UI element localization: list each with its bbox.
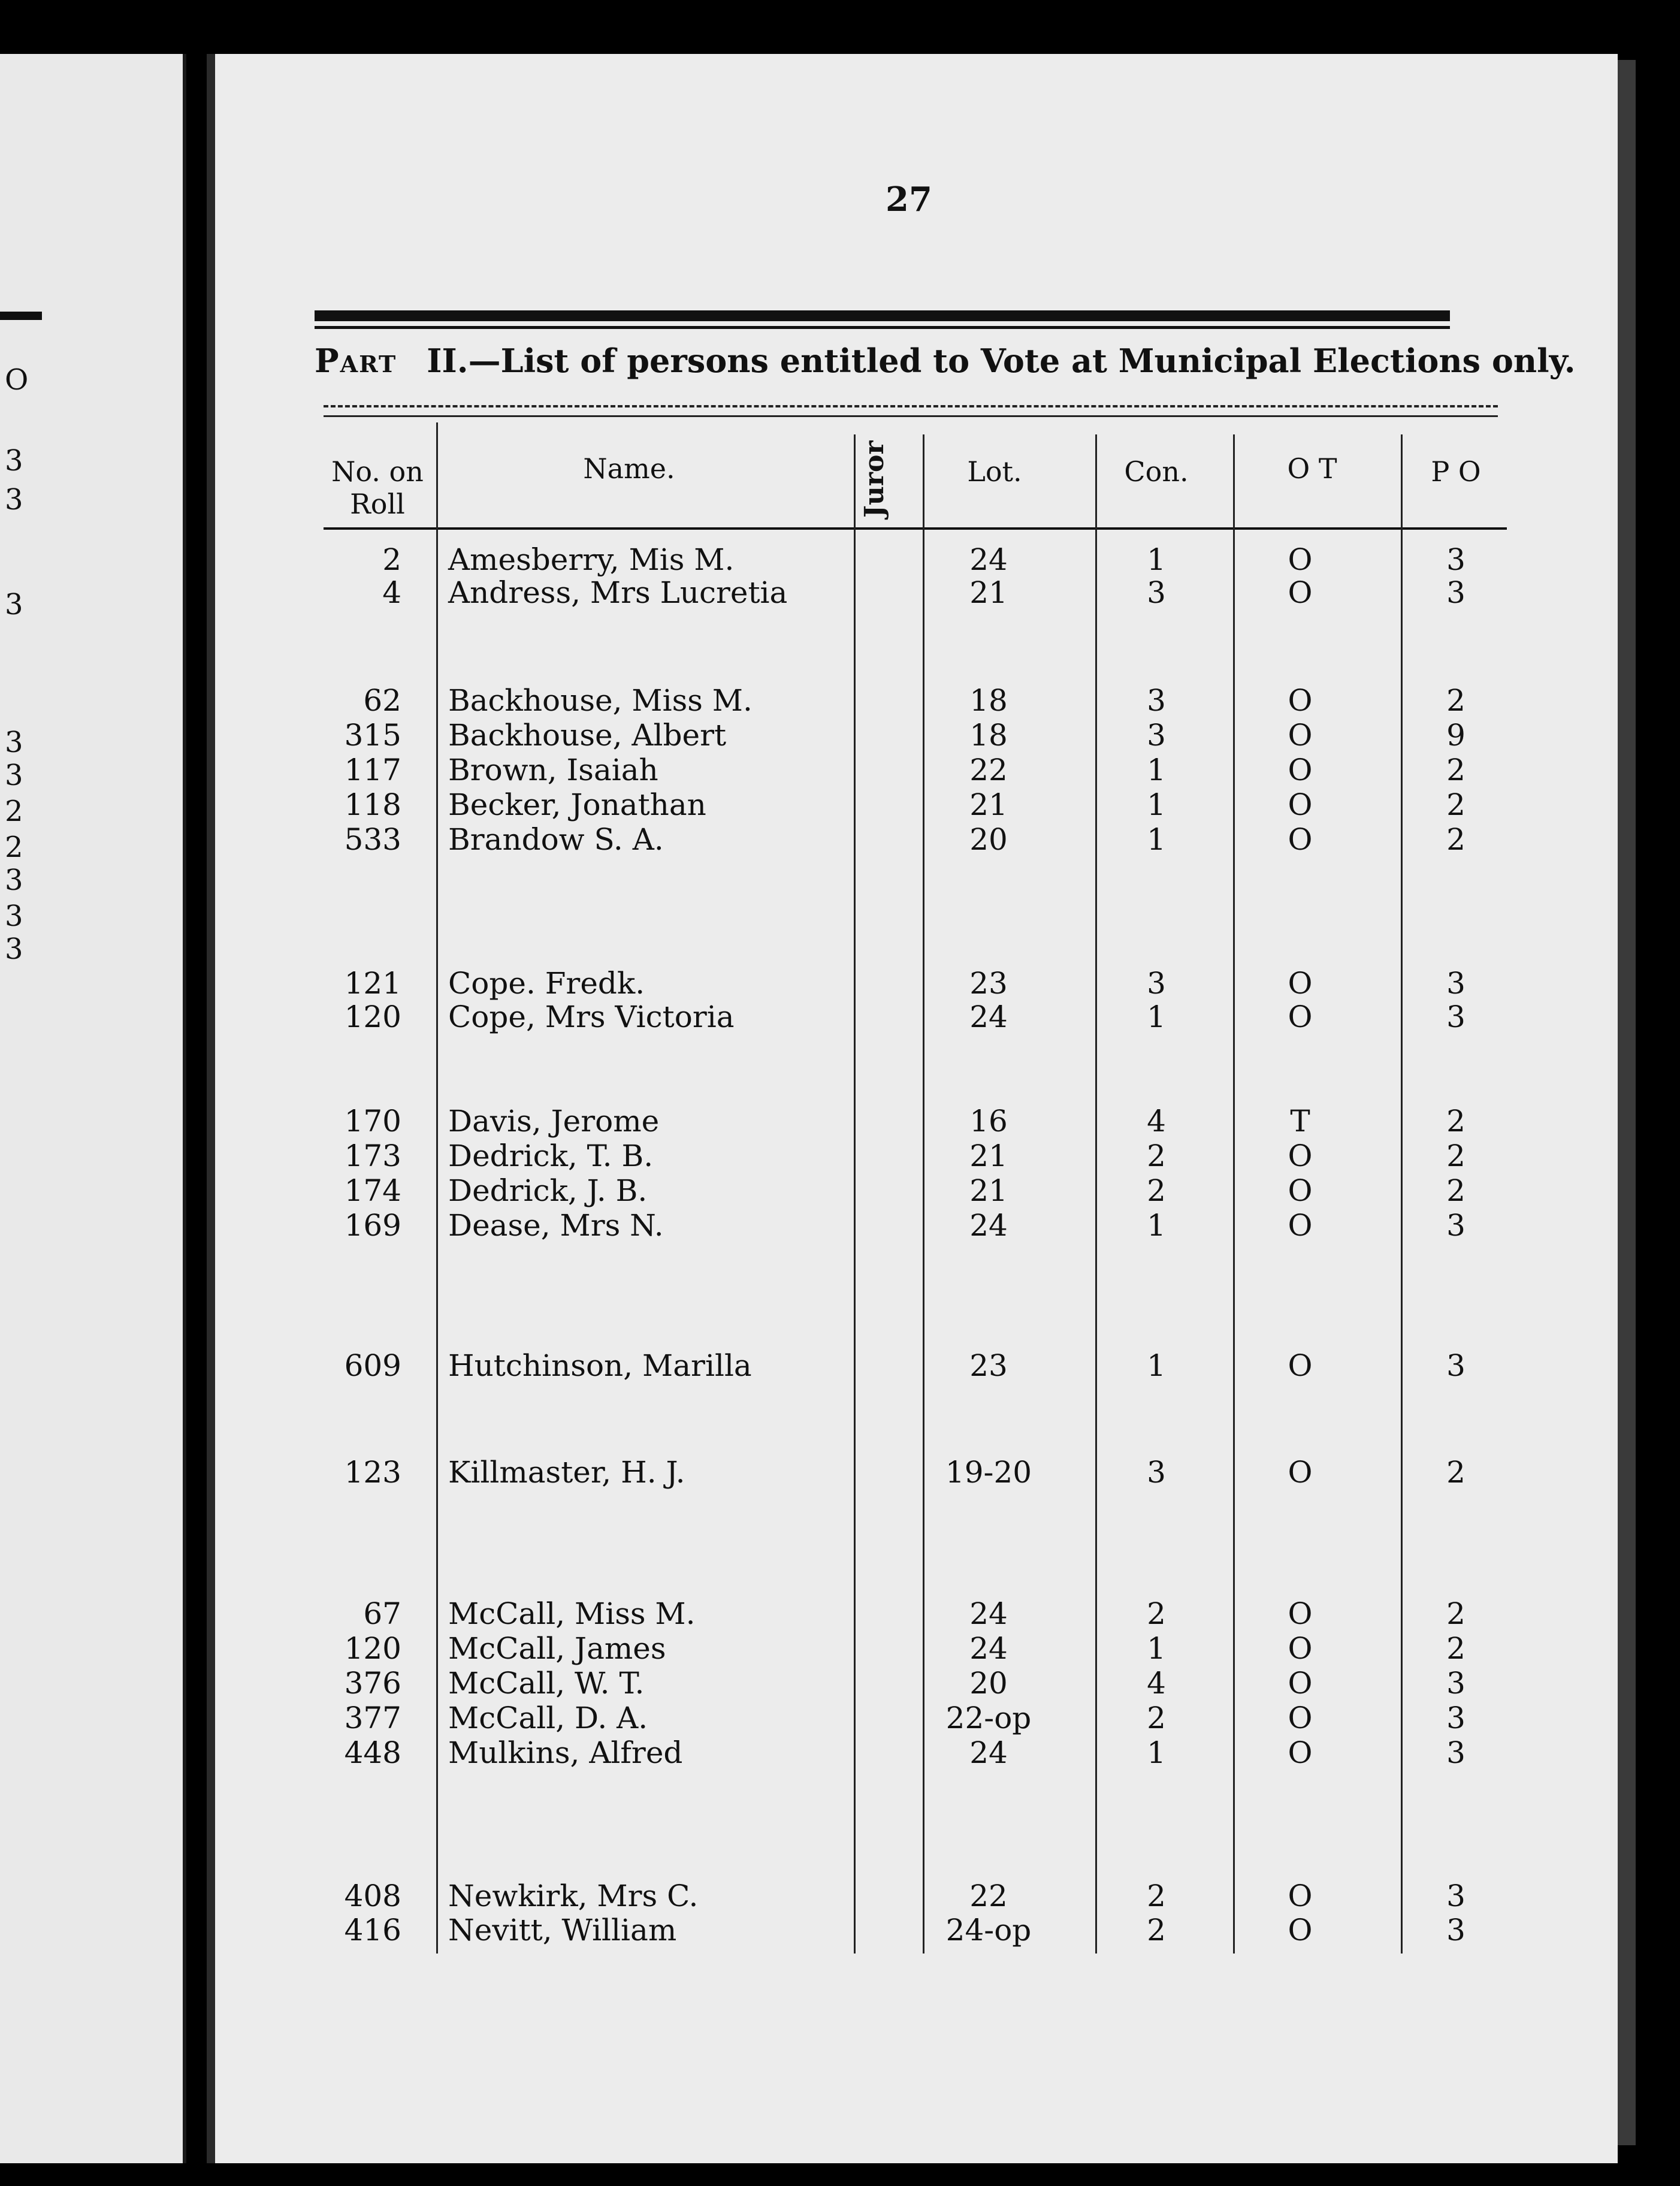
ot-value: O — [1288, 1631, 1313, 1666]
ot-value: O — [1288, 822, 1313, 857]
roll-number: 408 — [344, 1879, 401, 1913]
ot-value: O — [1288, 575, 1313, 610]
column-header-con: Con. — [1124, 455, 1189, 488]
ot-value: O — [1288, 683, 1313, 718]
lot-number: 20 — [969, 822, 1008, 857]
heading-rule-dashed — [324, 405, 1498, 407]
roll-number: 169 — [344, 1208, 401, 1243]
roll-number: 170 — [344, 1104, 401, 1139]
concession-number: 4 — [1147, 1104, 1166, 1139]
previous-page-rule — [0, 312, 42, 320]
column-header-roll — [321, 455, 434, 520]
ot-value: O — [1288, 1455, 1313, 1490]
po-value: 3 — [1446, 1208, 1466, 1243]
column-header-roll-line1: No. on — [331, 455, 424, 488]
lot-number: 24 — [969, 542, 1008, 577]
roll-number: 609 — [344, 1348, 401, 1383]
roll-number: 121 — [344, 966, 401, 1001]
voter-name: Dease, Mrs N. — [448, 1208, 664, 1243]
lot-number: 24 — [969, 1208, 1008, 1243]
concession-number: 3 — [1147, 683, 1166, 718]
ot-value: O — [1288, 1173, 1313, 1208]
roll-number: 2 — [382, 542, 401, 577]
voter-name: Newkirk, Mrs C. — [448, 1879, 699, 1913]
lot-number: 22-op — [945, 1701, 1032, 1735]
voter-name: Backhouse, Miss M. — [448, 683, 753, 718]
roll-number: 62 — [363, 683, 401, 718]
po-value: 3 — [1446, 966, 1466, 1001]
ot-value: O — [1288, 1208, 1313, 1243]
column-divider-roll — [436, 422, 438, 1953]
roll-number: 376 — [344, 1666, 401, 1701]
ot-value: O — [1288, 1701, 1313, 1735]
po-value: 2 — [1446, 753, 1466, 787]
concession-number: 1 — [1147, 1631, 1166, 1666]
lot-number: 23 — [969, 966, 1008, 1001]
po-value: 2 — [1446, 683, 1466, 718]
ot-value: O — [1288, 1596, 1313, 1631]
lot-number: 21 — [969, 575, 1008, 610]
ot-value: O — [1288, 1879, 1313, 1913]
voter-name: Dedrick, T. B. — [448, 1139, 654, 1173]
concession-number: 4 — [1147, 1666, 1166, 1701]
voter-name: Davis, Jerome — [448, 1104, 660, 1139]
po-value: 2 — [1446, 1173, 1466, 1208]
po-value: 3 — [1446, 1879, 1466, 1913]
column-divider-juror — [923, 434, 924, 1953]
concession-number: 1 — [1147, 1000, 1166, 1034]
lot-number: 16 — [969, 1104, 1008, 1139]
lot-number: 19-20 — [945, 1455, 1032, 1490]
previous-page-fragment: 3 — [5, 759, 23, 792]
lot-number: 24 — [969, 1735, 1008, 1770]
column-header-po: P O — [1431, 455, 1481, 488]
lot-number: 24 — [969, 1000, 1008, 1034]
ot-value: O — [1288, 542, 1313, 577]
column-divider-name — [854, 434, 856, 1953]
lot-number: 22 — [969, 1879, 1008, 1913]
ot-value: O — [1288, 718, 1313, 753]
column-header-lot: Lot. — [967, 455, 1022, 488]
voter-name: McCall, James — [448, 1631, 666, 1666]
lot-number: 21 — [969, 787, 1008, 822]
voter-name: Cope. Fredk. — [448, 966, 645, 1001]
ot-value: O — [1288, 787, 1313, 822]
column-header-roll-line2: Roll — [350, 488, 405, 520]
ot-value: O — [1288, 1913, 1313, 1948]
ot-value: O — [1288, 1139, 1313, 1173]
roll-number: 174 — [344, 1173, 401, 1208]
column-header-juror: Juror — [859, 440, 890, 518]
voter-name: Cope, Mrs Victoria — [448, 1000, 735, 1034]
previous-page-sliver — [0, 54, 186, 2163]
previous-page-fragment: 3 — [5, 863, 23, 897]
lot-number: 18 — [969, 718, 1008, 753]
concession-number: 1 — [1147, 787, 1166, 822]
concession-number: 2 — [1147, 1173, 1166, 1208]
header-rule — [324, 527, 1507, 530]
concession-number: 3 — [1147, 718, 1166, 753]
po-value: 3 — [1446, 1348, 1466, 1383]
voter-name: Backhouse, Albert — [448, 718, 727, 753]
previous-page-fragment: O — [5, 363, 29, 397]
lot-number: 21 — [969, 1139, 1008, 1173]
top-rule-thin — [315, 326, 1450, 329]
roll-number: 120 — [344, 1000, 401, 1034]
roll-number: 173 — [344, 1139, 401, 1173]
roll-number: 416 — [344, 1913, 401, 1948]
previous-page-fragment: 3 — [5, 899, 23, 933]
voter-name: Brown, Isaiah — [448, 753, 658, 787]
concession-number: 1 — [1147, 542, 1166, 577]
ot-value: O — [1288, 753, 1313, 787]
concession-number: 2 — [1147, 1913, 1166, 1948]
lot-number: 24 — [969, 1596, 1008, 1631]
voter-name: Nevitt, William — [448, 1913, 677, 1948]
concession-number: 1 — [1147, 822, 1166, 857]
roll-number: 448 — [344, 1735, 401, 1770]
roll-number: 117 — [344, 753, 401, 787]
voter-name: Andress, Mrs Lucretia — [448, 575, 788, 610]
previous-page-fragment: 3 — [5, 588, 23, 621]
concession-number: 3 — [1147, 966, 1166, 1001]
page-number: 27 — [886, 180, 932, 219]
page-edge — [1618, 60, 1636, 2145]
voter-name: McCall, W. T. — [448, 1666, 645, 1701]
po-value: 9 — [1446, 718, 1466, 753]
concession-number: 3 — [1147, 575, 1166, 610]
top-rule-thick — [315, 310, 1450, 321]
ot-value: O — [1288, 1666, 1313, 1701]
concession-number: 2 — [1147, 1701, 1166, 1735]
po-value: 2 — [1446, 1596, 1466, 1631]
roll-number: 377 — [344, 1701, 401, 1735]
previous-page-fragment: 2 — [5, 795, 23, 828]
column-header-name: Name. — [583, 452, 675, 485]
lot-number: 23 — [969, 1348, 1008, 1383]
po-value: 2 — [1446, 822, 1466, 857]
ot-value: O — [1288, 1000, 1313, 1034]
lot-number: 18 — [969, 683, 1008, 718]
ot-value: O — [1288, 1348, 1313, 1383]
roll-number: 533 — [344, 822, 401, 857]
heading-rule — [324, 415, 1498, 417]
voter-name: Mulkins, Alfred — [448, 1735, 683, 1770]
voter-name: McCall, Miss M. — [448, 1596, 696, 1631]
column-header-ot: O T — [1287, 452, 1337, 485]
ot-value: O — [1288, 966, 1313, 1001]
lot-number: 24-op — [945, 1913, 1032, 1948]
voter-name: Dedrick, J. B. — [448, 1173, 648, 1208]
po-value: 3 — [1446, 1735, 1466, 1770]
roll-number: 315 — [344, 718, 401, 753]
voter-name: Amesberry, Mis M. — [448, 542, 735, 577]
concession-number: 1 — [1147, 1735, 1166, 1770]
po-value: 2 — [1446, 1455, 1466, 1490]
po-value: 3 — [1446, 1701, 1466, 1735]
part-heading — [315, 342, 1576, 380]
po-value: 2 — [1446, 1139, 1466, 1173]
po-value: 3 — [1446, 542, 1466, 577]
roll-number: 118 — [344, 787, 401, 822]
concession-number: 3 — [1147, 1455, 1166, 1490]
voter-name: Killmaster, H. J. — [448, 1455, 685, 1490]
previous-page-fragment: 3 — [5, 726, 23, 759]
ot-value: O — [1288, 1735, 1313, 1770]
previous-page-fragment: 3 — [5, 483, 23, 517]
previous-page-fragment: 3 — [5, 932, 23, 966]
roll-number: 67 — [363, 1596, 401, 1631]
roll-number: 120 — [344, 1631, 401, 1666]
part-heading-text: II.—List of persons entitled to Vote at Municipal Elections only. — [427, 342, 1576, 380]
roll-number: 4 — [382, 575, 401, 610]
lot-number: 22 — [969, 753, 1008, 787]
po-value: 2 — [1446, 1104, 1466, 1139]
concession-number: 1 — [1147, 1348, 1166, 1383]
concession-number: 2 — [1147, 1879, 1166, 1913]
po-value: 3 — [1446, 1913, 1466, 1948]
concession-number: 2 — [1147, 1596, 1166, 1631]
lot-number: 24 — [969, 1631, 1008, 1666]
lot-number: 20 — [969, 1666, 1008, 1701]
voter-name: Becker, Jonathan — [448, 787, 706, 822]
previous-page-fragment: 3 — [5, 444, 23, 478]
part-label: Part — [315, 342, 397, 380]
lot-number: 21 — [969, 1173, 1008, 1208]
po-value: 3 — [1446, 575, 1466, 610]
po-value: 3 — [1446, 1666, 1466, 1701]
po-value: 3 — [1446, 1000, 1466, 1034]
ot-value: T — [1290, 1104, 1310, 1139]
voter-name: Hutchinson, Marilla — [448, 1348, 752, 1383]
previous-page-fragment: 2 — [5, 831, 23, 864]
po-value: 2 — [1446, 1631, 1466, 1666]
voter-name: Brandow S. A. — [448, 822, 664, 857]
concession-number: 2 — [1147, 1139, 1166, 1173]
concession-number: 1 — [1147, 1208, 1166, 1243]
po-value: 2 — [1446, 787, 1466, 822]
voter-name: McCall, D. A. — [448, 1701, 648, 1735]
roll-number: 123 — [344, 1455, 401, 1490]
concession-number: 1 — [1147, 753, 1166, 787]
